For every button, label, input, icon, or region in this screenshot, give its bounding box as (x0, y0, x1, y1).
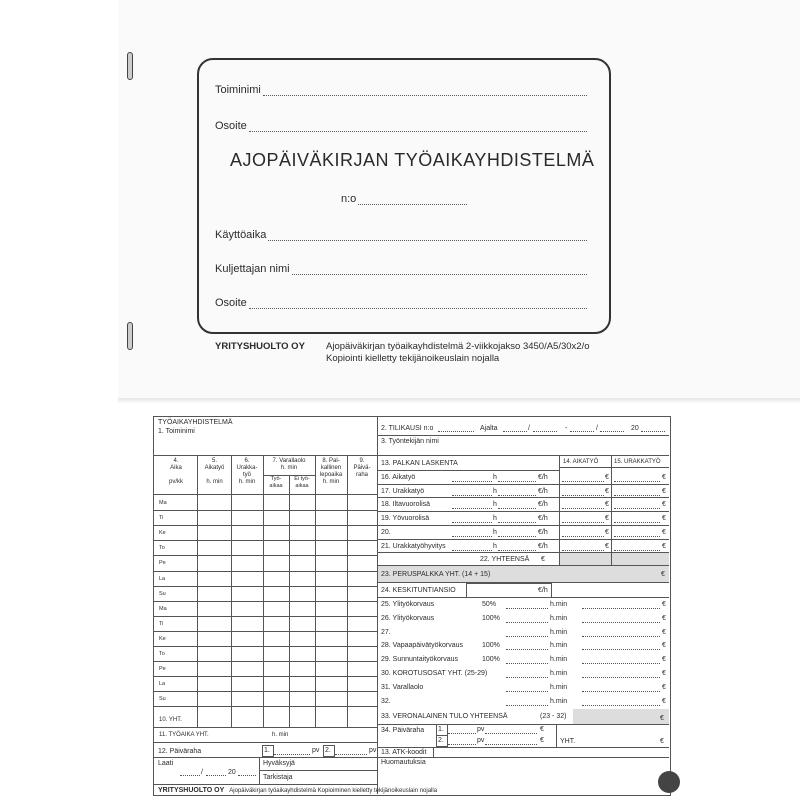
ajalle-day-field[interactable] (570, 431, 594, 432)
paivaraha-1-field[interactable] (274, 754, 310, 755)
col-urakkatyo-header: 6. Urakka- työ h. min (236, 458, 258, 485)
ajalle-year-field[interactable] (641, 431, 665, 432)
paivaraha-yht-label: YHT. (560, 738, 576, 745)
pay-row-line (378, 525, 669, 526)
pay-row-euro: € (662, 529, 666, 536)
day-row-line (153, 601, 377, 602)
pay-row-urakkatyo-field[interactable] (614, 550, 660, 551)
ajalta-day-field[interactable] (503, 431, 527, 432)
pay-row-h: h (493, 543, 497, 550)
yhteensa-22-urakkatyo[interactable] (612, 553, 669, 565)
day-label: To (159, 651, 165, 657)
pay-row-euro: € (605, 543, 609, 550)
korvaus-row-unit: h.min (550, 698, 568, 705)
day-row-line (153, 706, 377, 707)
cover-desc-line2: Kopiointi kielletty tekijänoikeuslain nojalla (326, 353, 500, 364)
day-row-line (153, 525, 377, 526)
day-row-line (153, 616, 377, 617)
day-row-line (153, 586, 377, 587)
pay-row-hours-field[interactable] (452, 536, 492, 537)
korvaus-row-unit: h.min (550, 670, 568, 677)
yhteensa-22-label: 22. YHTEENSÄ (480, 556, 530, 563)
pay-row-rate-field[interactable] (498, 495, 536, 496)
day-label: La (159, 681, 166, 687)
day-row-line (153, 676, 377, 677)
korvaus-row-unit: h.min (550, 684, 568, 691)
cover-osoite-label: Osoite (215, 120, 247, 132)
cover-number-field[interactable] (341, 193, 467, 205)
pay-row-rate-unit: €/h (538, 474, 548, 481)
day-label: La (159, 576, 166, 582)
laati-day-field[interactable] (180, 775, 200, 776)
pay-row-rate-field[interactable] (498, 508, 536, 509)
korvaus-row-pct: 100% (482, 642, 500, 649)
cover-kuljettaja-label: Kuljettajan nimi (215, 263, 290, 275)
pay-row-aikatyo-field[interactable] (562, 536, 604, 537)
day-row-line (153, 510, 377, 511)
veronalainen-field[interactable] (573, 709, 669, 724)
pay-row-h: h (493, 474, 497, 481)
cover-osoite-field[interactable] (215, 120, 587, 132)
korvaus-row-unit: h.min (550, 656, 568, 663)
cover-osoite2-label: Osoite (215, 297, 247, 309)
korvaus-row-euro: € (662, 601, 666, 608)
pay-row-euro: € (662, 474, 666, 481)
pay-row-h: h (493, 515, 497, 522)
tilikausi-label: 2. TILIKAUSI n:o (381, 425, 434, 432)
korvaus-row-label: 28. Vapaapäivätyökorvaus (381, 642, 463, 649)
korvaus-row-hours-field[interactable] (506, 705, 548, 706)
day-row-line (153, 571, 377, 572)
sheet-edge (118, 398, 800, 404)
pay-row-euro: € (605, 501, 609, 508)
pay-row-rate-unit: €/h (538, 515, 548, 522)
pay-row-urakkatyo-field[interactable] (614, 495, 660, 496)
pay-row-euro: € (662, 488, 666, 495)
cover-kuljettaja-field[interactable] (215, 263, 587, 275)
form-title: TYÖAIKAYHDISTELMÄ (158, 419, 233, 426)
cover-number-label: n:o (341, 193, 357, 205)
korvaus-row-amount-field[interactable] (582, 663, 660, 664)
day-label: Ti (159, 515, 164, 521)
korvaus-row-hours-field[interactable] (506, 636, 548, 637)
korvaus-row-hours-field[interactable] (506, 663, 548, 664)
korvaus-row-hours-field[interactable] (506, 608, 548, 609)
korvaus-row-unit: h.min (550, 642, 568, 649)
ajalle-month-field[interactable] (600, 431, 624, 432)
korvaus-row-pct: 100% (482, 615, 500, 622)
korvaus-row-label: 31. Varallaolo (381, 684, 424, 691)
day-label: Ti (159, 621, 164, 627)
day-label: Pe (159, 666, 166, 672)
cover-company: YRITYSHUOLTO OY (215, 341, 305, 352)
day-label: Ma (159, 606, 167, 612)
cover-osoite2-field[interactable] (215, 297, 587, 309)
pay-row-label: 18. Iltavuorolisä (381, 501, 431, 508)
cover-toiminimi-field[interactable] (215, 84, 587, 96)
paivaraha-2-field[interactable] (335, 754, 367, 755)
cover-kayttoaika-label: Käyttöaika (215, 229, 267, 241)
day-label: Ma (159, 500, 167, 506)
tarkistaja-field[interactable]: Tarkistaja (263, 774, 293, 781)
korvaus-row-label: 32. (381, 698, 391, 705)
pay-row-rate-field[interactable] (498, 522, 536, 523)
korvaus-row-amount-field[interactable] (582, 705, 660, 706)
paivaraha-12-label: 12. Päiväraha (158, 748, 202, 755)
cover-title: AJOPÄIVÄKIRJAN TYÖAIKAYHDISTELMÄ (230, 150, 595, 170)
pay-row-euro: € (662, 501, 666, 508)
pay-row-hours-field[interactable] (452, 495, 492, 496)
peruspalkka-label: 23. PERUSPALKKA YHT. (14 + 15) (381, 571, 491, 578)
keskituntiansio-label: 24. KESKITUNTIANSIO (381, 587, 456, 594)
pay-row-rate-unit: €/h (538, 543, 548, 550)
hyvaksyja-field[interactable]: Hyväksyjä (263, 760, 295, 767)
korvaus-row-label: 26. Ylityökorvaus (381, 615, 435, 622)
col-lepoaika-header: 8. Pal- kallinen lepoaika h. min (319, 458, 343, 485)
yhteensa-22-aikatyo[interactable] (560, 553, 611, 565)
ajalta-label: Ajalta (480, 425, 498, 432)
urakkatyo-col-header: 15. URAKKATYÖ (614, 459, 661, 465)
pay-row-hours-field[interactable] (452, 522, 492, 523)
korvaus-row-hours-field[interactable] (506, 677, 548, 678)
tyoaika-yht-label: 11. TYÖAIKA YHT. (159, 732, 209, 738)
col-varallaolo-tyoaikaa: Työ- aikaa (269, 476, 283, 489)
pay-row-label: 20. (381, 529, 391, 536)
pay-row-rate-unit: €/h (538, 488, 548, 495)
laati-month-field[interactable] (206, 775, 226, 776)
pay-row-rate-field[interactable] (498, 536, 536, 537)
korvaus-row-unit: h.min (550, 601, 568, 608)
korvaus-row-euro: € (662, 698, 666, 705)
palkan-laskenta-header: 13. PALKAN LASKENTA (381, 460, 458, 467)
korvaus-row-amount-field[interactable] (582, 677, 660, 678)
korvaus-row-euro: € (662, 656, 666, 663)
pay-row-euro: € (605, 529, 609, 536)
pay-row-line (378, 539, 669, 540)
korvaus-row-amount-field[interactable] (582, 608, 660, 609)
pay-row-euro: € (605, 474, 609, 481)
korvaus-row-euro: € (662, 670, 666, 677)
korvaus-row-amount-field[interactable] (582, 622, 660, 623)
col-varallaolo-ei-tyoaikaa: Ei työ- aikaa (294, 476, 310, 489)
cover-toiminimi-label: Toiminimi (215, 84, 261, 96)
korvaus-row-hours-field[interactable] (506, 691, 548, 692)
pay-row-line (378, 511, 669, 512)
korvaus-row-euro: € (662, 684, 666, 691)
pay-row-rate-field[interactable] (498, 481, 536, 482)
veronalainen-label: 33. VERONALAINEN TULO YHTEENSÄ (381, 713, 508, 720)
korvaus-row-euro: € (662, 642, 666, 649)
pay-row-euro: € (662, 543, 666, 550)
pay-row-h: h (493, 501, 497, 508)
day-label: To (159, 545, 165, 551)
cover-desc-line1: Ajopäiväkirjan työaikayhdistelmä 2-viikkojakso 3450/A5/30x2/o (326, 341, 590, 352)
korvaus-row-label: 30. KOROTUSOSAT YHT. (25-29) (381, 670, 488, 677)
form-footer: YRITYSHUOLTO OY Ajopäiväkirjan työaikayhdistelmä Kopioiminen kielletty tekijänoikeuslain nojalla (158, 787, 438, 794)
pay-row-urakkatyo-field[interactable] (614, 481, 660, 482)
col-aikatyo-header: 5. Aikatyö h. min (204, 458, 225, 485)
pay-row-rate-unit: €/h (538, 529, 548, 536)
pay-row-rate-field[interactable] (498, 550, 536, 551)
pay-row-urakkatyo-field[interactable] (614, 522, 660, 523)
korvaus-row-label: 25. Ylityökorvaus (381, 601, 435, 608)
pay-row-euro: € (662, 515, 666, 522)
ajalle-slash: / (596, 425, 598, 432)
pay-row-h: h (493, 529, 497, 536)
cover-kayttoaika-field[interactable] (215, 229, 587, 241)
tyoaika-unit: h. min (272, 732, 289, 738)
day-row-line (153, 646, 377, 647)
pay-row-label: 19. Yövuorolisä (381, 515, 430, 522)
korvaus-row-label: 27. (381, 629, 391, 636)
pay-row-euro: € (605, 488, 609, 495)
day-label: Su (159, 591, 166, 597)
pay-row-hours-field[interactable] (452, 550, 492, 551)
col-varallaolo-header: 7. Varallaolo h. min (272, 458, 306, 471)
pay-row-urakkatyo-field[interactable] (614, 536, 660, 537)
pay-row-aikatyo-field[interactable] (562, 508, 604, 509)
ajalta-slash: / (528, 425, 530, 432)
pay-row-aikatyo-field[interactable] (562, 522, 604, 523)
pay-row-line (378, 484, 669, 485)
paivaraha-34-label: 34. Päiväraha (381, 727, 425, 734)
pay-row-label: 16. Aikatyö (381, 474, 416, 481)
day-row-line (153, 555, 377, 556)
yht-label: 10. YHT. (159, 717, 182, 723)
korvaus-row-euro: € (662, 629, 666, 636)
staple-bottom (127, 322, 133, 350)
korvaus-row-unit: h.min (550, 615, 568, 622)
col-aika-header: 4. Aika pv/kk (168, 458, 183, 485)
day-label: Pe (159, 560, 166, 566)
day-row-line (153, 540, 377, 541)
korvaus-row-euro: € (662, 615, 666, 622)
ajalle-year-label: 20 (631, 425, 639, 432)
day-row-line (153, 661, 377, 662)
day-label: Su (159, 696, 166, 702)
pay-row-rate-unit: €/h (538, 501, 548, 508)
laati-label: Laati (158, 760, 174, 767)
pay-row-aikatyo-field[interactable] (562, 481, 604, 482)
tilikausi-field[interactable] (438, 431, 474, 432)
korvaus-row-label: 29. Sunnuntaityökorvaus (381, 656, 459, 663)
korvaus-row-pct: 50% (482, 601, 497, 608)
day-row-line (153, 691, 377, 692)
pay-row-label: 21. Urakkatyöhyvitys (381, 543, 446, 550)
col-paivaraha-header: 9. Päivä- raha (353, 458, 371, 478)
korvaus-row-amount-field[interactable] (582, 636, 660, 637)
korvaus-row-amount-field[interactable] (582, 649, 660, 650)
staple-top (127, 52, 133, 80)
pay-row-hours-field[interactable] (452, 508, 492, 509)
huomautuksia-field[interactable]: Huomautuksia (381, 759, 426, 766)
pay-row-urakkatyo-field[interactable] (614, 508, 660, 509)
pay-row-aikatyo-field[interactable] (562, 495, 604, 496)
pay-row-aikatyo-field[interactable] (562, 550, 604, 551)
korvaus-row-pct: 100% (482, 656, 500, 663)
pay-row-h: h (493, 488, 497, 495)
divider (377, 417, 378, 794)
pay-row-label: 17. Urakkatyö (381, 488, 425, 495)
korvaus-row-hours-field[interactable] (506, 622, 548, 623)
korvaus-row-hours-field[interactable] (506, 649, 548, 650)
korvaus-row-unit: h.min (550, 629, 568, 636)
aikatyo-col-header: 14. AIKATYÖ (563, 459, 599, 465)
pay-row-line (378, 497, 669, 498)
korvaus-row-amount-field[interactable] (582, 691, 660, 692)
ajalta-month-field[interactable] (533, 431, 557, 432)
atk-label: 13. ATK-koodit (381, 749, 427, 756)
tyontekija-field[interactable]: 3. Työntekijän nimi (381, 438, 439, 445)
punch-hole (658, 771, 680, 793)
toiminimi-field[interactable]: 1. Toiminimi (158, 428, 195, 435)
pay-row-hours-field[interactable] (452, 481, 492, 482)
pay-row-euro: € (605, 515, 609, 522)
day-row-line (153, 631, 377, 632)
day-label: Ke (159, 530, 166, 536)
veronalainen-range: (23 - 32) (540, 713, 567, 720)
laati-year-field[interactable] (238, 775, 256, 776)
day-label: Ke (159, 636, 166, 642)
